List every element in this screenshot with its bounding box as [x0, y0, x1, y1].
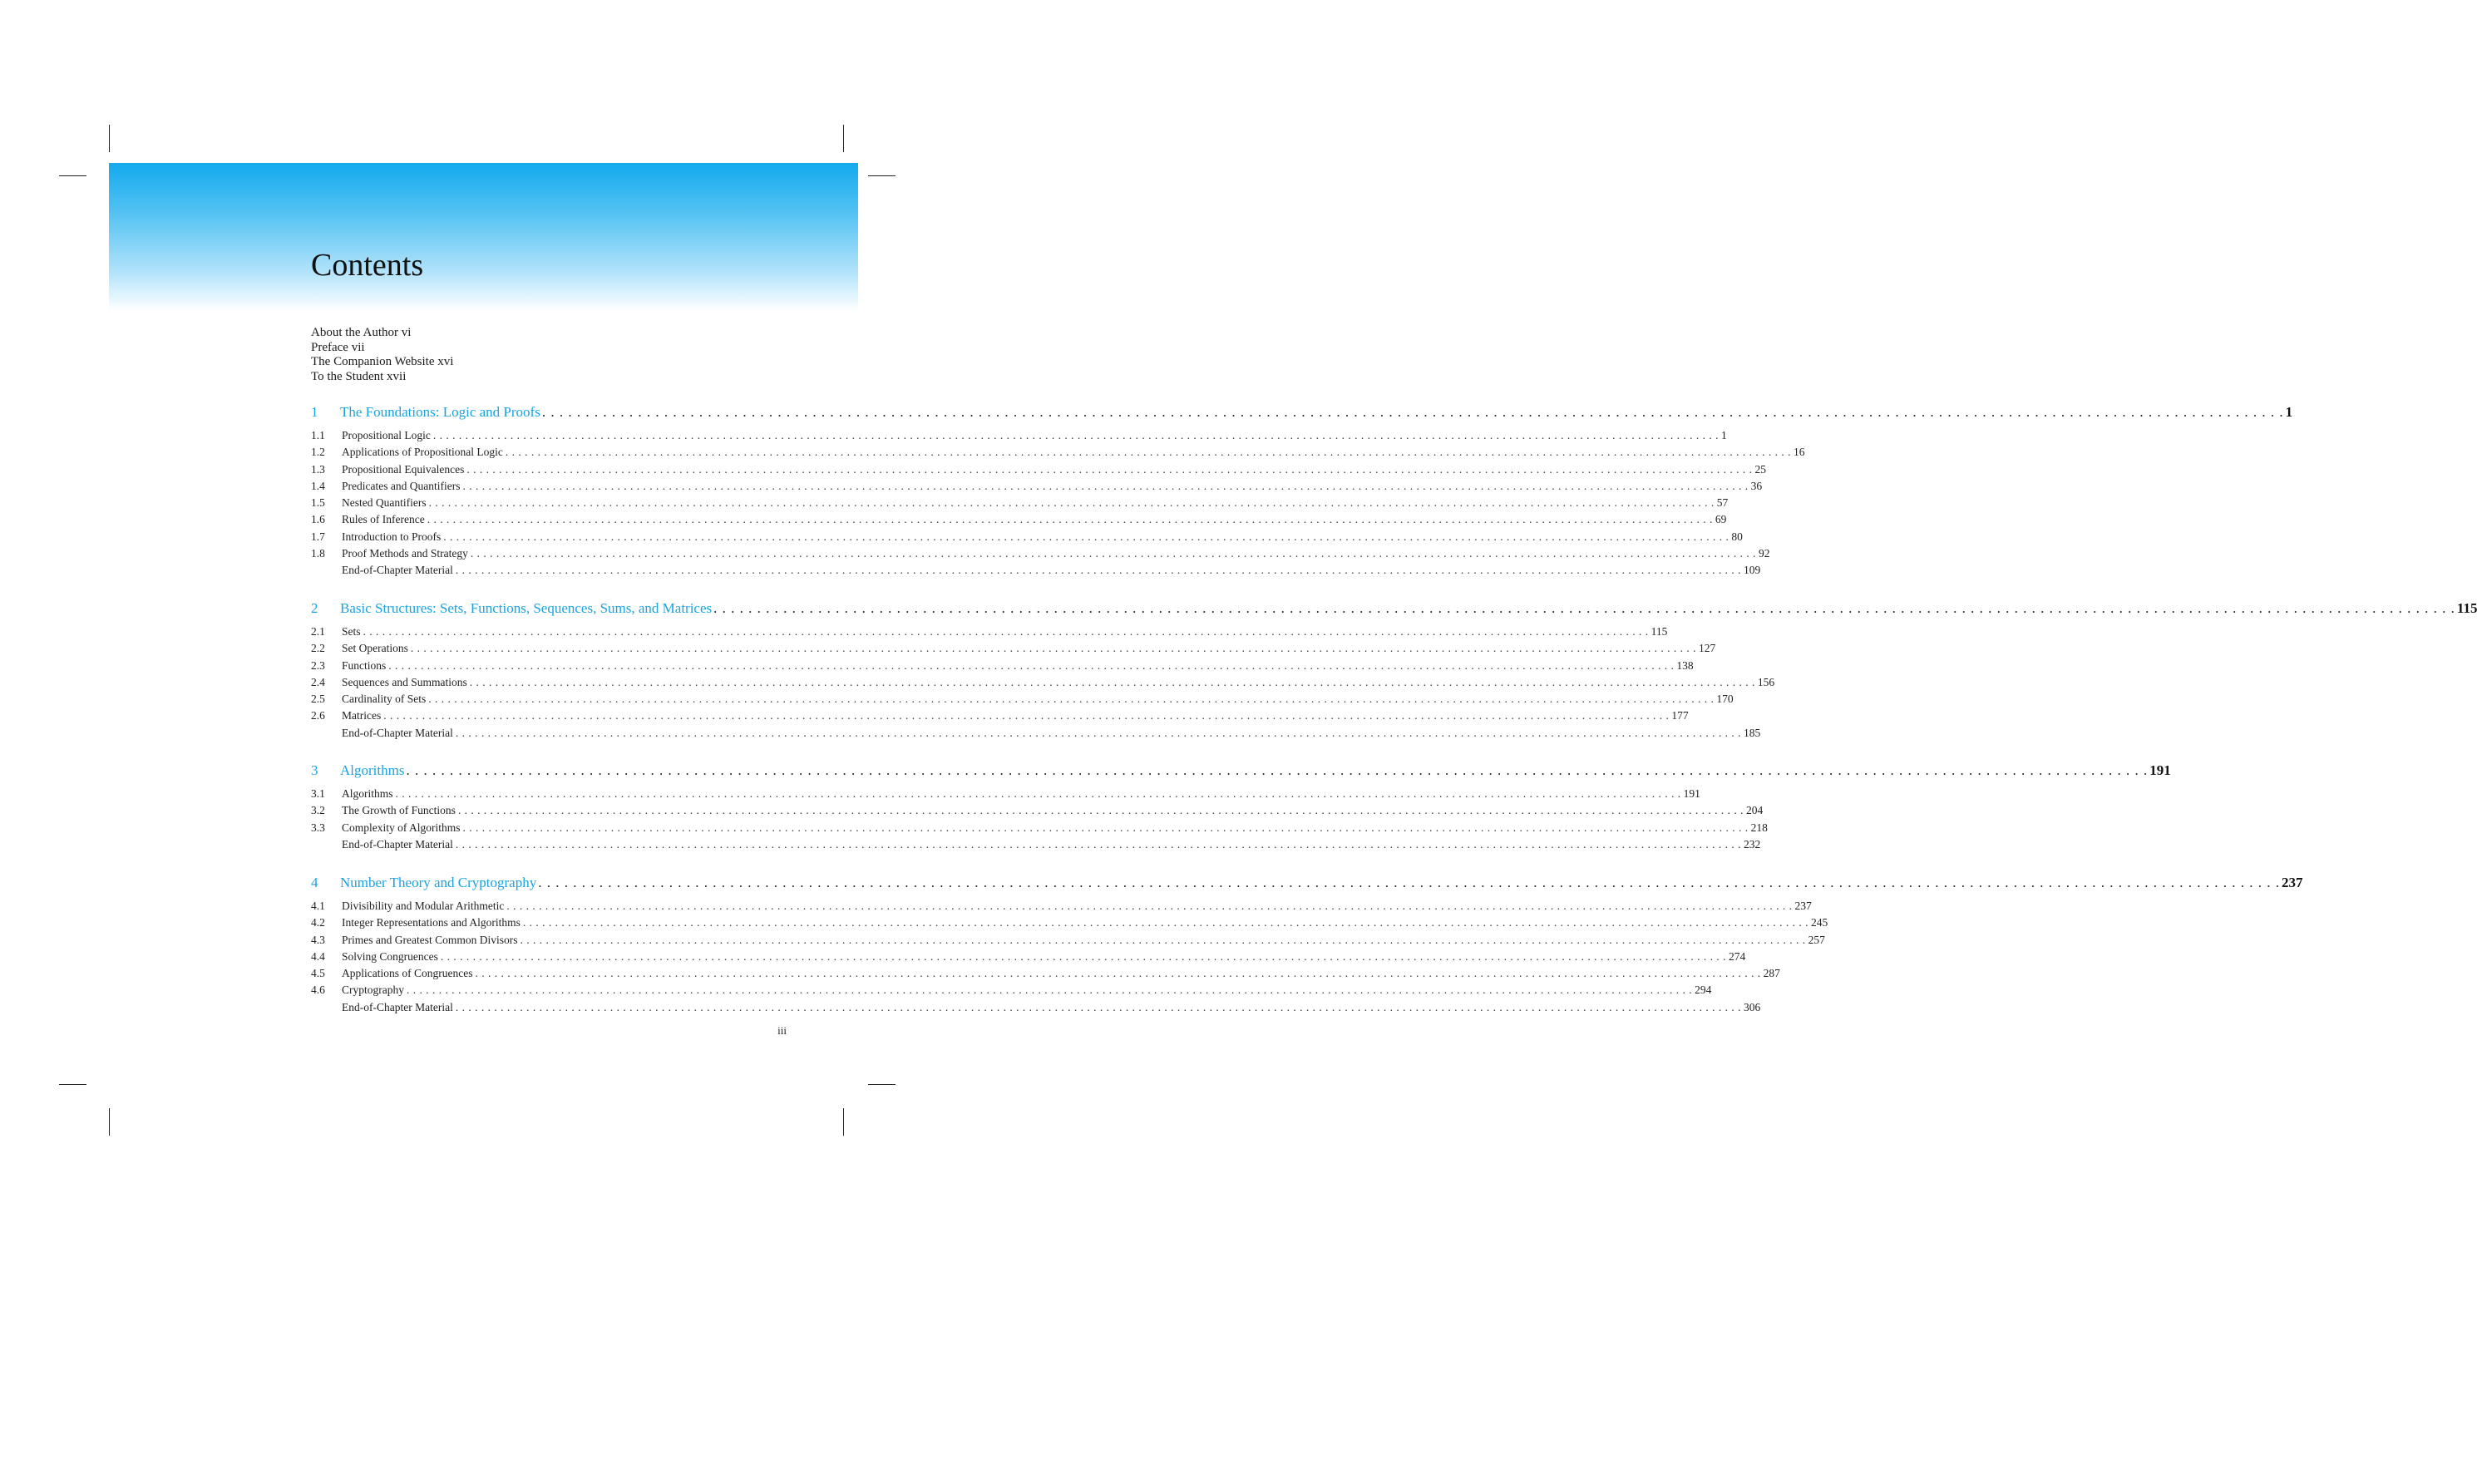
crop-mark — [868, 175, 896, 176]
section-page: 294 — [1695, 984, 1712, 997]
front-matter-item[interactable]: The Companion Website xvi — [311, 355, 454, 368]
dot-leader: . . . . . . . . . . . . . . . . . . . . . . . . . . . . . . . . . . . . . . . . . . . . . . . . . . . . . . . . . . . . . . . . . . . . . . . . . . . . . . . . . . . . . . . . . . . . . . . . . . . . . . . . . . . . . . . . . . . . . . . . . . . . . . . . . . . . . . . . . . . . . . . . . . . . . . . . . . . . . . . . . . . . . . . . . . . . . . . . . . . . . . . . . . . . . . . . . . . . . . . . — [383, 709, 1670, 722]
section-number: 2.1 — [311, 625, 325, 638]
crop-mark — [59, 1084, 86, 1085]
dot-leader: . . . . . . . . . . . . . . . . . . . . . . . . . . . . . . . . . . . . . . . . . . . . . . . . . . . . . . . . . . . . . . . . . . . . . . . . . . . . . . . . . . . . . . . . . . . . . . . . . . . . . . . . . . . . . . . . . . . . . . . . . . . . . . . . . . . . . . . . . . . . . . . . . . . . . . . . . . . . . . . . . . . . . . . . . . . . . . . . . . . . . . . . . . . . . . . . . . . . . . . . — [466, 462, 1753, 476]
section-entry[interactable] — [311, 802, 1764, 819]
front-matter-item[interactable]: About the Author vi — [311, 326, 412, 339]
section-entry[interactable] — [311, 640, 1716, 657]
section-title: End-of-Chapter Material — [342, 726, 453, 739]
section-entry[interactable] — [311, 898, 1812, 915]
section-title: Integer Representations and Algorithms — [342, 916, 521, 929]
dot-leader: . . . . . . . . . . . . . . . . . . . . . . . . . . . . . . . . . . . . . . . . . . . . . . . . . . . . . . . . . . . . . . . . . . . . . . . . . . . . . . . . . . . . . . . . . . . . . . . . . . . . . . . . . . . . . . . . . . . . . . . . . . . . . . . . . . . . . . . . . . . . . . . . . . . . . . . . . . . . . . . . . . . . . . . . . . . . . . . . . . . . . . . . . . . . . . . . . . . . . . . . — [388, 658, 1675, 672]
section-number: 4.1 — [311, 900, 325, 912]
chapter-page: 191 — [2149, 762, 2171, 778]
section-title: Applications of Propositional Logic — [342, 446, 503, 459]
section-page: 257 — [1808, 933, 1825, 946]
section-page: 274 — [1729, 949, 1746, 963]
chapter-number: 3 — [311, 762, 318, 778]
section-title: Primes and Greatest Common Divisors — [342, 933, 518, 946]
section-title: Set Operations — [342, 642, 408, 655]
section-title: Functions — [342, 658, 387, 672]
section-title: End-of-Chapter Material — [342, 837, 453, 850]
section-number: 4.6 — [311, 984, 325, 997]
section-page: 170 — [1716, 693, 1734, 706]
section-page: 109 — [1743, 564, 1761, 577]
section-entry[interactable] — [311, 820, 1768, 836]
chapter-number: 2 — [311, 600, 318, 616]
section-title: Sequences and Summations — [342, 675, 467, 688]
chapter-heading[interactable] — [311, 762, 2171, 781]
section-entry[interactable] — [311, 836, 1761, 853]
section-entry[interactable] — [311, 932, 1825, 949]
section-title: Propositional Logic — [342, 429, 431, 441]
section-title: Matrices — [342, 709, 382, 722]
chapter-heading[interactable] — [311, 875, 2303, 893]
section-list — [311, 427, 1805, 579]
section-title: Proof Methods and Strategy — [342, 547, 468, 560]
crop-mark — [59, 175, 86, 176]
section-entry[interactable] — [311, 707, 1689, 724]
chapter-title: Basic Structures: Sets, Functions, Sequences, Sums, and Matrices — [340, 600, 713, 616]
section-number: 3.1 — [311, 787, 325, 800]
section-entry[interactable] — [311, 562, 1761, 579]
section-entry[interactable] — [311, 624, 1668, 640]
section-entry[interactable] — [311, 444, 1805, 461]
section-page: 92 — [1758, 547, 1770, 560]
section-number: 1.2 — [311, 446, 325, 459]
section-number: 3.3 — [311, 821, 325, 834]
section-entry[interactable] — [311, 982, 1712, 998]
section-title: Predicates and Quantifiers — [342, 479, 461, 492]
chapter-heading[interactable] — [311, 600, 2477, 619]
section-number: 1.3 — [311, 462, 325, 476]
section-entry[interactable] — [311, 545, 1770, 562]
section-number: 4.2 — [311, 916, 325, 929]
crop-mark — [109, 1108, 110, 1136]
dot-leader: . . . . . . . . . . . . . . . . . . . . . . . . . . . . . . . . . . . . . . . . . . . . . . . . . . . . . . . . . . . . . . . . . . . . . . . . . . . . . . . . . . . . . . . . . . . . . . . . . . . . . . . . . . . . . . . . . . . . . . . . . . . . . . . . . . . . . . . . . . . . . . . . . . . . . . . . . . . . . . . . . . . . . . . . . . . . . . . . . . . . . . . . . . . . . . . . . . . . . . . . — [462, 479, 1749, 492]
front-matter-item[interactable]: Preface vii — [311, 340, 365, 354]
section-title: Algorithms — [342, 787, 393, 800]
section-number: 4.3 — [311, 933, 325, 946]
section-page: 287 — [1763, 967, 1780, 980]
chapter-title: Algorithms — [340, 762, 405, 778]
section-page: 218 — [1750, 821, 1768, 834]
section-number: 1.6 — [311, 513, 325, 526]
section-title: Divisibility and Modular Arithmetic — [342, 900, 505, 912]
dot-leader: . . . . . . . . . . . . . . . . . . . . . . . . . . . . . . . . . . . . . . . . . . . . . . . . . . . . . . . . . . . . . . . . . . . . . . . . . . . . . . . . . . . . . . . . . . . . . . . . . . . . . . . . . . . . . . . . . . . . . . . . . . . . . . . . . . . . . . . . . . . . . . . . . . . . . . . . . . . . . . . . . . . . . . . . . . . . . . . . . . . . . . . . . . . . . . . . . . . . . . . . — [475, 967, 1761, 980]
dot-leader: . . . . . . . . . . . . . . . . . . . . . . . . . . . . . . . . . . . . . . . . . . . . . . . . . . . . . . . . . . . . . . . . . . . . . . . . . . . . . . . . . . . . . . . . . . . . . . . . . . . . . . . . . . . . . . . . . . . . . . . . . . . . . . . . . . . . . . . . . . . . . . . . . . . . . . . . . . . . . . . . . . . . . . . . . . . . . . . . . . . . . . . . . . . . . . . . . . . . . . . . — [522, 916, 1808, 929]
section-title: End-of-Chapter Material — [342, 1000, 453, 1013]
section-number: 2.4 — [311, 675, 325, 688]
dot-leader: . . . . . . . . . . . . . . . . . . . . . . . . . . . . . . . . . . . . . . . . . . . . . . . . . . . . . . . . . . . . . . . . . . . . . . . . . . . . . . . . . . . . . . . . . . . . . . . . . . . . . . . . . . . . . . . . . . . . . . . . . . . . . . . . . . . . . . . . . . . . . . . . . . . . . . . . . . . . . . . . . . . . . . . . . . . . . . . . . . . . . . . . . . . . . . . . . . . . . . . . — [457, 804, 1744, 817]
chapter-heading[interactable] — [311, 404, 2293, 422]
chapter-page: 115 — [2456, 600, 2477, 616]
section-page: 245 — [1810, 916, 1828, 929]
dot-leader: . . . . . . . . . . . . . . . . . . . . . . . . . . . . . . . . . . . . . . . . . . . . . . . . . . . . . . . . . . . . . . . . . . . . . . . . . . . . . . . . . . . . . . . . . . . . . . . . . . . . . . . . . . . . . . . . . . . . . . . . . . . . . . . . . . . . . . . . . . . . . . . . . . . . . . . . . . . . . . . . . . . . . . . . . . . . . . . . . . . . . . . . . . . . . . . . . . . . . . . . — [443, 530, 1729, 543]
section-title: Applications of Congruences — [342, 967, 473, 980]
dot-leader: . . . . . . . . . . . . . . . . . . . . . . . . . . . . . . . . . . . . . . . . . . . . . . . . . . . . . . . . . . . . . . . . . . . . . . . . . . . . . . . . . . . . . . . . . . . . . . . . . . . . . . . . . . . . . . . . . . . . . . . . . . . . . . . . . . . . . . . . . . . . . . . . . . . . . . . . . . . . . . . . . . . . . . . . . . . . . . . . . . . . . . . . . . . . . . . . . . . . . . . . — [538, 875, 2280, 890]
dot-leader: . . . . . . . . . . . . . . . . . . . . . . . . . . . . . . . . . . . . . . . . . . . . . . . . . . . . . . . . . . . . . . . . . . . . . . . . . . . . . . . . . . . . . . . . . . . . . . . . . . . . . . . . . . . . . . . . . . . . . . . . . . . . . . . . . . . . . . . . . . . . . . . . . . . . . . . . . . . . . . . . . . . . . . . . . . . . . . . . . . . . . . . . . . . . . . . . . . . . . . . . — [406, 762, 2149, 778]
section-list — [311, 898, 1828, 1016]
front-matter-list — [311, 326, 453, 384]
section-title: Introduction to Proofs — [342, 530, 442, 543]
chapter-number: 1 — [311, 404, 318, 420]
section-number: 4.5 — [311, 967, 325, 980]
page-number: iii — [777, 1024, 787, 1037]
section-entry[interactable] — [311, 786, 1700, 802]
section-entry[interactable] — [311, 495, 1729, 511]
section-page: 138 — [1676, 658, 1694, 672]
section-entry[interactable] — [311, 999, 1761, 1016]
section-title: Sets — [342, 625, 361, 638]
section-page: 16 — [1793, 446, 1805, 459]
dot-leader: . . . . . . . . . . . . . . . . . . . . . . . . . . . . . . . . . . . . . . . . . . . . . . . . . . . . . . . . . . . . . . . . . . . . . . . . . . . . . . . . . . . . . . . . . . . . . . . . . . . . . . . . . . . . . . . . . . . . . . . . . . . . . . . . . . . . . . . . . . . . . . . . . . . . . . . . . . . . . . . . . . . . . . . . . . . . . . . . . . . . . . . . . . . . . . . . . . . . . . . . — [407, 984, 1693, 997]
dot-leader: . . . . . . . . . . . . . . . . . . . . . . . . . . . . . . . . . . . . . . . . . . . . . . . . . . . . . . . . . . . . . . . . . . . . . . . . . . . . . . . . . . . . . . . . . . . . . . . . . . . . . . . . . . . . . . . . . . . . . . . . . . . . . . . . . . . . . . . . . . . . . . . . . . . . . . . . . . . . . . . . . . . . . . . . . . . . . . . . . . . . . . . . . . . . . . . . . . . . . . . . — [455, 564, 1741, 577]
chapter-page: 237 — [2281, 875, 2303, 890]
page-title: Contents — [311, 248, 424, 283]
section-title: Solving Congruences — [342, 949, 438, 963]
dot-leader: . . . . . . . . . . . . . . . . . . . . . . . . . . . . . . . . . . . . . . . . . . . . . . . . . . . . . . . . . . . . . . . . . . . . . . . . . . . . . . . . . . . . . . . . . . . . . . . . . . . . . . . . . . . . . . . . . . . . . . . . . . . . . . . . . . . . . . . . . . . . . . . . . . . . . . . . . . . . . . . . . . . . . . . . . . . . . . . . . . . . . . . . . . . . . . . . . . . . . . . . — [455, 1000, 1741, 1013]
section-entry[interactable] — [311, 949, 1746, 965]
section-title: Nested Quantifiers — [342, 496, 427, 510]
section-page: 80 — [1731, 530, 1743, 543]
dot-leader: . . . . . . . . . . . . . . . . . . . . . . . . . . . . . . . . . . . . . . . . . . . . . . . . . . . . . . . . . . . . . . . . . . . . . . . . . . . . . . . . . . . . . . . . . . . . . . . . . . . . . . . . . . . . . . . . . . . . . . . . . . . . . . . . . . . . . . . . . . . . . . . . . . . . . . . . . . . . . . . . . . . . . . . . . . . . . . . . . . . . . . . . . . . . . . . . . . . . . . . . — [520, 933, 1806, 946]
dot-leader: . . . . . . . . . . . . . . . . . . . . . . . . . . . . . . . . . . . . . . . . . . . . . . . . . . . . . . . . . . . . . . . . . . . . . . . . . . . . . . . . . . . . . . . . . . . . . . . . . . . . . . . . . . . . . . . . . . . . . . . . . . . . . . . . . . . . . . . . . . . . . . . . . . . . . . . . . . . . . . . . . . . . . . . . . . . . . . . . . . . . . . . . . . . . . . . . . . . . . . . . — [428, 496, 1715, 510]
section-entry[interactable] — [311, 511, 1727, 528]
dot-leader: . . . . . . . . . . . . . . . . . . . . . . . . . . . . . . . . . . . . . . . . . . . . . . . . . . . . . . . . . . . . . . . . . . . . . . . . . . . . . . . . . . . . . . . . . . . . . . . . . . . . . . . . . . . . . . . . . . . . . . . . . . . . . . . . . . . . . . . . . . . . . . . . . . . . . . . . . . . . . . . . . . . . . . . . . . . . . . . . . . . . . . . . . . . . . . . . . . . . . . . . — [455, 726, 1741, 739]
crop-mark — [843, 1108, 844, 1136]
section-title: Complexity of Algorithms — [342, 821, 461, 834]
dot-leader: . . . . . . . . . . . . . . . . . . . . . . . . . . . . . . . . . . . . . . . . . . . . . . . . . . . . . . . . . . . . . . . . . . . . . . . . . . . . . . . . . . . . . . . . . . . . . . . . . . . . . . . . . . . . . . . . . . . . . . . . . . . . . . . . . . . . . . . . . . . . . . . . . . . . . . . . . . . . . . . . . . . . . . . . . . . . . . . . . . . . . . . . . . . . . . . . . . . . . . . . — [541, 404, 2284, 420]
section-page: 185 — [1743, 726, 1761, 739]
section-entry[interactable] — [311, 915, 1828, 931]
section-page: 57 — [1716, 496, 1729, 510]
header-banner — [109, 163, 858, 311]
section-page: 204 — [1745, 804, 1764, 817]
section-title: Rules of Inference — [342, 513, 425, 526]
section-title: Cryptography — [342, 984, 404, 997]
dot-leader: . . . . . . . . . . . . . . . . . . . . . . . . . . . . . . . . . . . . . . . . . . . . . . . . . . . . . . . . . . . . . . . . . . . . . . . . . . . . . . . . . . . . . . . . . . . . . . . . . . . . . . . . . . . . . . . . . . . . . . . . . . . . . . . . . . . . . . . . . . . . . . . . . . . . . . . . . . . . . . . . . . . . . . . . . . . . . . . . . . . . . . . . . . . . . . . . . . . . . . . . — [363, 625, 1649, 638]
section-page: 69 — [1715, 513, 1727, 526]
section-entry[interactable] — [311, 658, 1694, 674]
dot-leader: . . . . . . . . . . . . . . . . . . . . . . . . . . . . . . . . . . . . . . . . . . . . . . . . . . . . . . . . . . . . . . . . . . . . . . . . . . . . . . . . . . . . . . . . . . . . . . . . . . . . . . . . . . . . . . . . . . . . . . . . . . . . . . . . . . . . . . . . . . . . . . . . . . . . . . . . . . . . . . . . . . . . . . . . . . . . . . . . . . . . . . . . . . . . . . . . . . . . . . . . — [440, 949, 1726, 963]
chapter-title: The Foundations: Logic and Proofs — [340, 404, 540, 420]
section-page: 115 — [1651, 625, 1668, 638]
section-entry[interactable] — [311, 529, 1743, 545]
section-page: 191 — [1683, 787, 1700, 800]
section-number: 1.5 — [311, 496, 325, 510]
section-page: 156 — [1757, 675, 1775, 688]
section-page: 306 — [1743, 1000, 1761, 1013]
dot-leader: . . . . . . . . . . . . . . . . . . . . . . . . . . . . . . . . . . . . . . . . . . . . . . . . . . . . . . . . . . . . . . . . . . . . . . . . . . . . . . . . . . . . . . . . . . . . . . . . . . . . . . . . . . . . . . . . . . . . . . . . . . . . . . . . . . . . . . . . . . . . . . . . . . . . . . . . . . . . . . . . . . . . . . . . . . . . . . . . . . . . . . . . . . . . . . . . . . . . . . . . — [410, 642, 1696, 655]
section-list — [311, 624, 1775, 742]
section-number: 3.2 — [311, 804, 325, 817]
section-number: 2.6 — [311, 709, 325, 722]
section-number: 1.4 — [311, 479, 325, 492]
dot-leader: . . . . . . . . . . . . . . . . . . . . . . . . . . . . . . . . . . . . . . . . . . . . . . . . . . . . . . . . . . . . . . . . . . . . . . . . . . . . . . . . . . . . . . . . . . . . . . . . . . . . . . . . . . . . . . . . . . . . . . . . . . . . . . . . . . . . . . . . . . . . . . . . . . . . . . . . . . . . . . . . . . . . . . . . . . . . . . . . . . . . . . . . . . . . . . . . . . . . . . . . — [432, 429, 1719, 441]
section-number: 1.8 — [311, 547, 325, 560]
dot-leader: . . . . . . . . . . . . . . . . . . . . . . . . . . . . . . . . . . . . . . . . . . . . . . . . . . . . . . . . . . . . . . . . . . . . . . . . . . . . . . . . . . . . . . . . . . . . . . . . . . . . . . . . . . . . . . . . . . . . . . . . . . . . . . . . . . . . . . . . . . . . . . . . . . . . . . . . . . . . . . . . . . . . . . . . . . . . . . . . . . . . . . . . . . . . . . . . . . . . . . . . — [713, 600, 2455, 616]
chapter-block — [311, 762, 2171, 853]
crop-mark — [109, 125, 110, 152]
crop-mark — [868, 1084, 896, 1085]
section-number: 1.1 — [311, 429, 325, 441]
section-title: End-of-Chapter Material — [342, 564, 453, 577]
section-page: 1 — [1721, 429, 1727, 441]
section-title: The Growth of Functions — [342, 804, 456, 817]
section-number: 2.3 — [311, 658, 325, 672]
chapter-block — [311, 600, 2477, 742]
dot-leader: . . . . . . . . . . . . . . . . . . . . . . . . . . . . . . . . . . . . . . . . . . . . . . . . . . . . . . . . . . . . . . . . . . . . . . . . . . . . . . . . . . . . . . . . . . . . . . . . . . . . . . . . . . . . . . . . . . . . . . . . . . . . . . . . . . . . . . . . . . . . . . . . . . . . . . . . . . . . . . . . . . . . . . . . . . . . . . . . . . . . . . . . . . . . . . . . . . . . . . . . — [428, 693, 1715, 706]
chapter-block — [311, 875, 2303, 1016]
dot-leader: . . . . . . . . . . . . . . . . . . . . . . . . . . . . . . . . . . . . . . . . . . . . . . . . . . . . . . . . . . . . . . . . . . . . . . . . . . . . . . . . . . . . . . . . . . . . . . . . . . . . . . . . . . . . . . . . . . . . . . . . . . . . . . . . . . . . . . . . . . . . . . . . . . . . . . . . . . . . . . . . . . . . . . . . . . . . . . . . . . . . . . . . . . . . . . . . . . . . . . . . — [462, 821, 1749, 834]
section-number: 1.7 — [311, 530, 325, 543]
dot-leader: . . . . . . . . . . . . . . . . . . . . . . . . . . . . . . . . . . . . . . . . . . . . . . . . . . . . . . . . . . . . . . . . . . . . . . . . . . . . . . . . . . . . . . . . . . . . . . . . . . . . . . . . . . . . . . . . . . . . . . . . . . . . . . . . . . . . . . . . . . . . . . . . . . . . . . . . . . . . . . . . . . . . . . . . . . . . . . . . . . . . . . . . . . . . . . . . . . . . . . . . — [470, 547, 1756, 560]
crop-mark — [843, 125, 844, 152]
section-entry[interactable] — [311, 725, 1761, 742]
chapter-page: 1 — [2285, 404, 2293, 420]
section-entry[interactable] — [311, 478, 1763, 495]
dot-leader: . . . . . . . . . . . . . . . . . . . . . . . . . . . . . . . . . . . . . . . . . . . . . . . . . . . . . . . . . . . . . . . . . . . . . . . . . . . . . . . . . . . . . . . . . . . . . . . . . . . . . . . . . . . . . . . . . . . . . . . . . . . . . . . . . . . . . . . . . . . . . . . . . . . . . . . . . . . . . . . . . . . . . . . . . . . . . . . . . . . . . . . . . . . . . . . . . . . . . . . . — [427, 513, 1713, 526]
section-entry[interactable] — [311, 965, 1780, 982]
dot-leader: . . . . . . . . . . . . . . . . . . . . . . . . . . . . . . . . . . . . . . . . . . . . . . . . . . . . . . . . . . . . . . . . . . . . . . . . . . . . . . . . . . . . . . . . . . . . . . . . . . . . . . . . . . . . . . . . . . . . . . . . . . . . . . . . . . . . . . . . . . . . . . . . . . . . . . . . . . . . . . . . . . . . . . . . . . . . . . . . . . . . . . . . . . . . . . . . . . . . . . . . — [505, 446, 1791, 459]
section-number: 2.2 — [311, 642, 325, 655]
section-entry[interactable] — [311, 674, 1775, 691]
section-entry[interactable] — [311, 427, 1727, 444]
front-matter-item[interactable]: To the Student xvii — [311, 369, 407, 383]
section-entry[interactable] — [311, 691, 1734, 707]
section-page: 177 — [1671, 709, 1689, 722]
dot-leader: . . . . . . . . . . . . . . . . . . . . . . . . . . . . . . . . . . . . . . . . . . . . . . . . . . . . . . . . . . . . . . . . . . . . . . . . . . . . . . . . . . . . . . . . . . . . . . . . . . . . . . . . . . . . . . . . . . . . . . . . . . . . . . . . . . . . . . . . . . . . . . . . . . . . . . . . . . . . . . . . . . . . . . . . . . . . . . . . . . . . . . . . . . . . . . . . . . . . . . . . — [395, 787, 1681, 800]
dot-leader: . . . . . . . . . . . . . . . . . . . . . . . . . . . . . . . . . . . . . . . . . . . . . . . . . . . . . . . . . . . . . . . . . . . . . . . . . . . . . . . . . . . . . . . . . . . . . . . . . . . . . . . . . . . . . . . . . . . . . . . . . . . . . . . . . . . . . . . . . . . . . . . . . . . . . . . . . . . . . . . . . . . . . . . . . . . . . . . . . . . . . . . . . . . . . . . . . . . . . . . . — [506, 900, 1793, 912]
dot-leader: . . . . . . . . . . . . . . . . . . . . . . . . . . . . . . . . . . . . . . . . . . . . . . . . . . . . . . . . . . . . . . . . . . . . . . . . . . . . . . . . . . . . . . . . . . . . . . . . . . . . . . . . . . . . . . . . . . . . . . . . . . . . . . . . . . . . . . . . . . . . . . . . . . . . . . . . . . . . . . . . . . . . . . . . . . . . . . . . . . . . . . . . . . . . . . . . . . . . . . . . — [469, 675, 1755, 688]
section-page: 25 — [1754, 462, 1766, 476]
chapter-title: Number Theory and Cryptography — [340, 875, 537, 890]
section-entry[interactable] — [311, 461, 1766, 478]
section-page: 36 — [1750, 479, 1763, 492]
section-page: 232 — [1743, 837, 1761, 850]
section-number: 2.5 — [311, 693, 325, 706]
chapter-number: 4 — [311, 875, 318, 890]
section-title: Propositional Equivalences — [342, 462, 465, 476]
section-number: 4.4 — [311, 949, 325, 963]
section-title: Cardinality of Sets — [342, 693, 427, 706]
section-page: 127 — [1699, 642, 1716, 655]
dot-leader: . . . . . . . . . . . . . . . . . . . . . . . . . . . . . . . . . . . . . . . . . . . . . . . . . . . . . . . . . . . . . . . . . . . . . . . . . . . . . . . . . . . . . . . . . . . . . . . . . . . . . . . . . . . . . . . . . . . . . . . . . . . . . . . . . . . . . . . . . . . . . . . . . . . . . . . . . . . . . . . . . . . . . . . . . . . . . . . . . . . . . . . . . . . . . . . . . . . . . . . . — [455, 837, 1741, 850]
chapter-block — [311, 404, 2293, 579]
section-page: 237 — [1794, 900, 1812, 912]
section-list — [311, 786, 1768, 853]
